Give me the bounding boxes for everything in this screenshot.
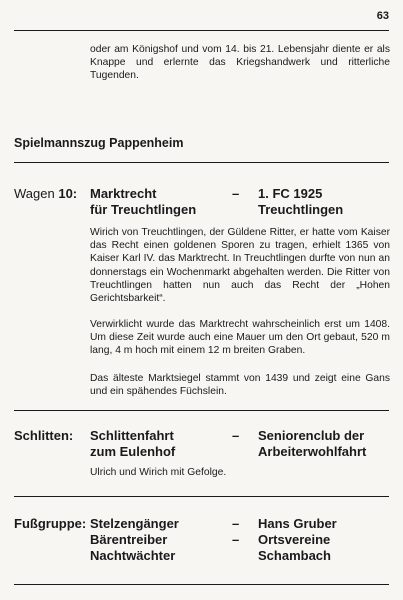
schlitten-group-line: Seniorenclub der xyxy=(258,428,365,443)
top-rule xyxy=(14,30,389,31)
schlitten-group xyxy=(232,428,366,460)
fussgruppe-title-line: Bärentreiber xyxy=(90,532,168,547)
fussgruppe-group-line: Ortsvereine xyxy=(258,532,331,547)
fussgruppe-dash: – xyxy=(232,516,240,531)
fussgruppe-group-line: Hans Gruber xyxy=(258,516,337,531)
schlitten-title xyxy=(90,428,175,460)
wagen-paragraph-3: Das älteste Marktsiegel stammt von 1439 und zeigt eine Gans und ein spähendes Füchslein. xyxy=(90,373,390,398)
fussgruppe-label: Fußgruppe: xyxy=(14,516,87,531)
wagen-title-line: Marktrecht xyxy=(90,186,157,201)
wagen-number: 10: xyxy=(58,186,78,201)
schlitten-dash: – xyxy=(232,428,240,443)
divider-rule xyxy=(14,496,389,497)
wagen-title xyxy=(90,186,196,218)
fussgruppe-dash: – xyxy=(232,532,240,547)
wagen-dash: – xyxy=(232,186,240,201)
wagen-group-line: Treuchtlingen xyxy=(258,202,344,217)
wagen-label xyxy=(14,186,77,201)
wagen-title-line: für Treuchtlingen xyxy=(90,202,197,217)
wagen-group-line: 1. FC 1925 xyxy=(258,186,323,201)
schlitten-group-line: Arbeiterwohlfahrt xyxy=(258,444,367,459)
fussgruppe-title-line: Stelzengänger xyxy=(90,516,179,531)
schlitten-note: Ulrich und Wirich mit Gefolge. xyxy=(90,467,227,478)
section-heading: Spielmannszug Pappenheim xyxy=(14,136,184,150)
intro-paragraph: oder am Königshof und vom 14. bis 21. Lebensjahr diente er als Knappe und erlernte das Kriegshandwerk und ritterliche Tugenden. xyxy=(90,44,390,82)
wagen-word: Wagen xyxy=(14,186,55,201)
schlitten-title-line: Schlittenfahrt xyxy=(90,428,174,443)
section-rule xyxy=(14,162,389,163)
bottom-rule xyxy=(14,584,389,585)
divider-rule xyxy=(14,410,389,411)
wagen-paragraph-1: Wirich von Treuchtlingen, der Güldene Ritter, er hatte vom Kaiser das Recht einen goldenen Sporen zu tragen, erhielt 1365 von Kaiser Karl IV. das Marktrecht. In Treuchtlingen durfte von nun an donnerstags ein Wochenmarkt abgehalten werden. Die Ritter von Treuchtlingen hatten nun auch das Recht der „Hohen Gerichtsbarkeit“. xyxy=(90,227,390,305)
wagen-paragraph-2: Verwirklicht wurde das Marktrecht wahrscheinlich erst um 1408. Um diese Zeit wurde auch eine Mauer um den Ort gebaut, 520 m lang, 4 m hoch mit einem 12 m breiten Graben. xyxy=(90,319,390,357)
fussgruppe-title-line: Nachtwächter xyxy=(90,548,176,563)
fussgruppe-group-line: Schambach xyxy=(258,548,331,563)
fussgruppe-title xyxy=(90,516,179,564)
schlitten-title-line: zum Eulenhof xyxy=(90,444,176,459)
page-number: 63 xyxy=(376,10,389,22)
schlitten-label: Schlitten: xyxy=(14,428,74,443)
fussgruppe-group xyxy=(232,516,337,564)
wagen-group xyxy=(232,186,343,218)
